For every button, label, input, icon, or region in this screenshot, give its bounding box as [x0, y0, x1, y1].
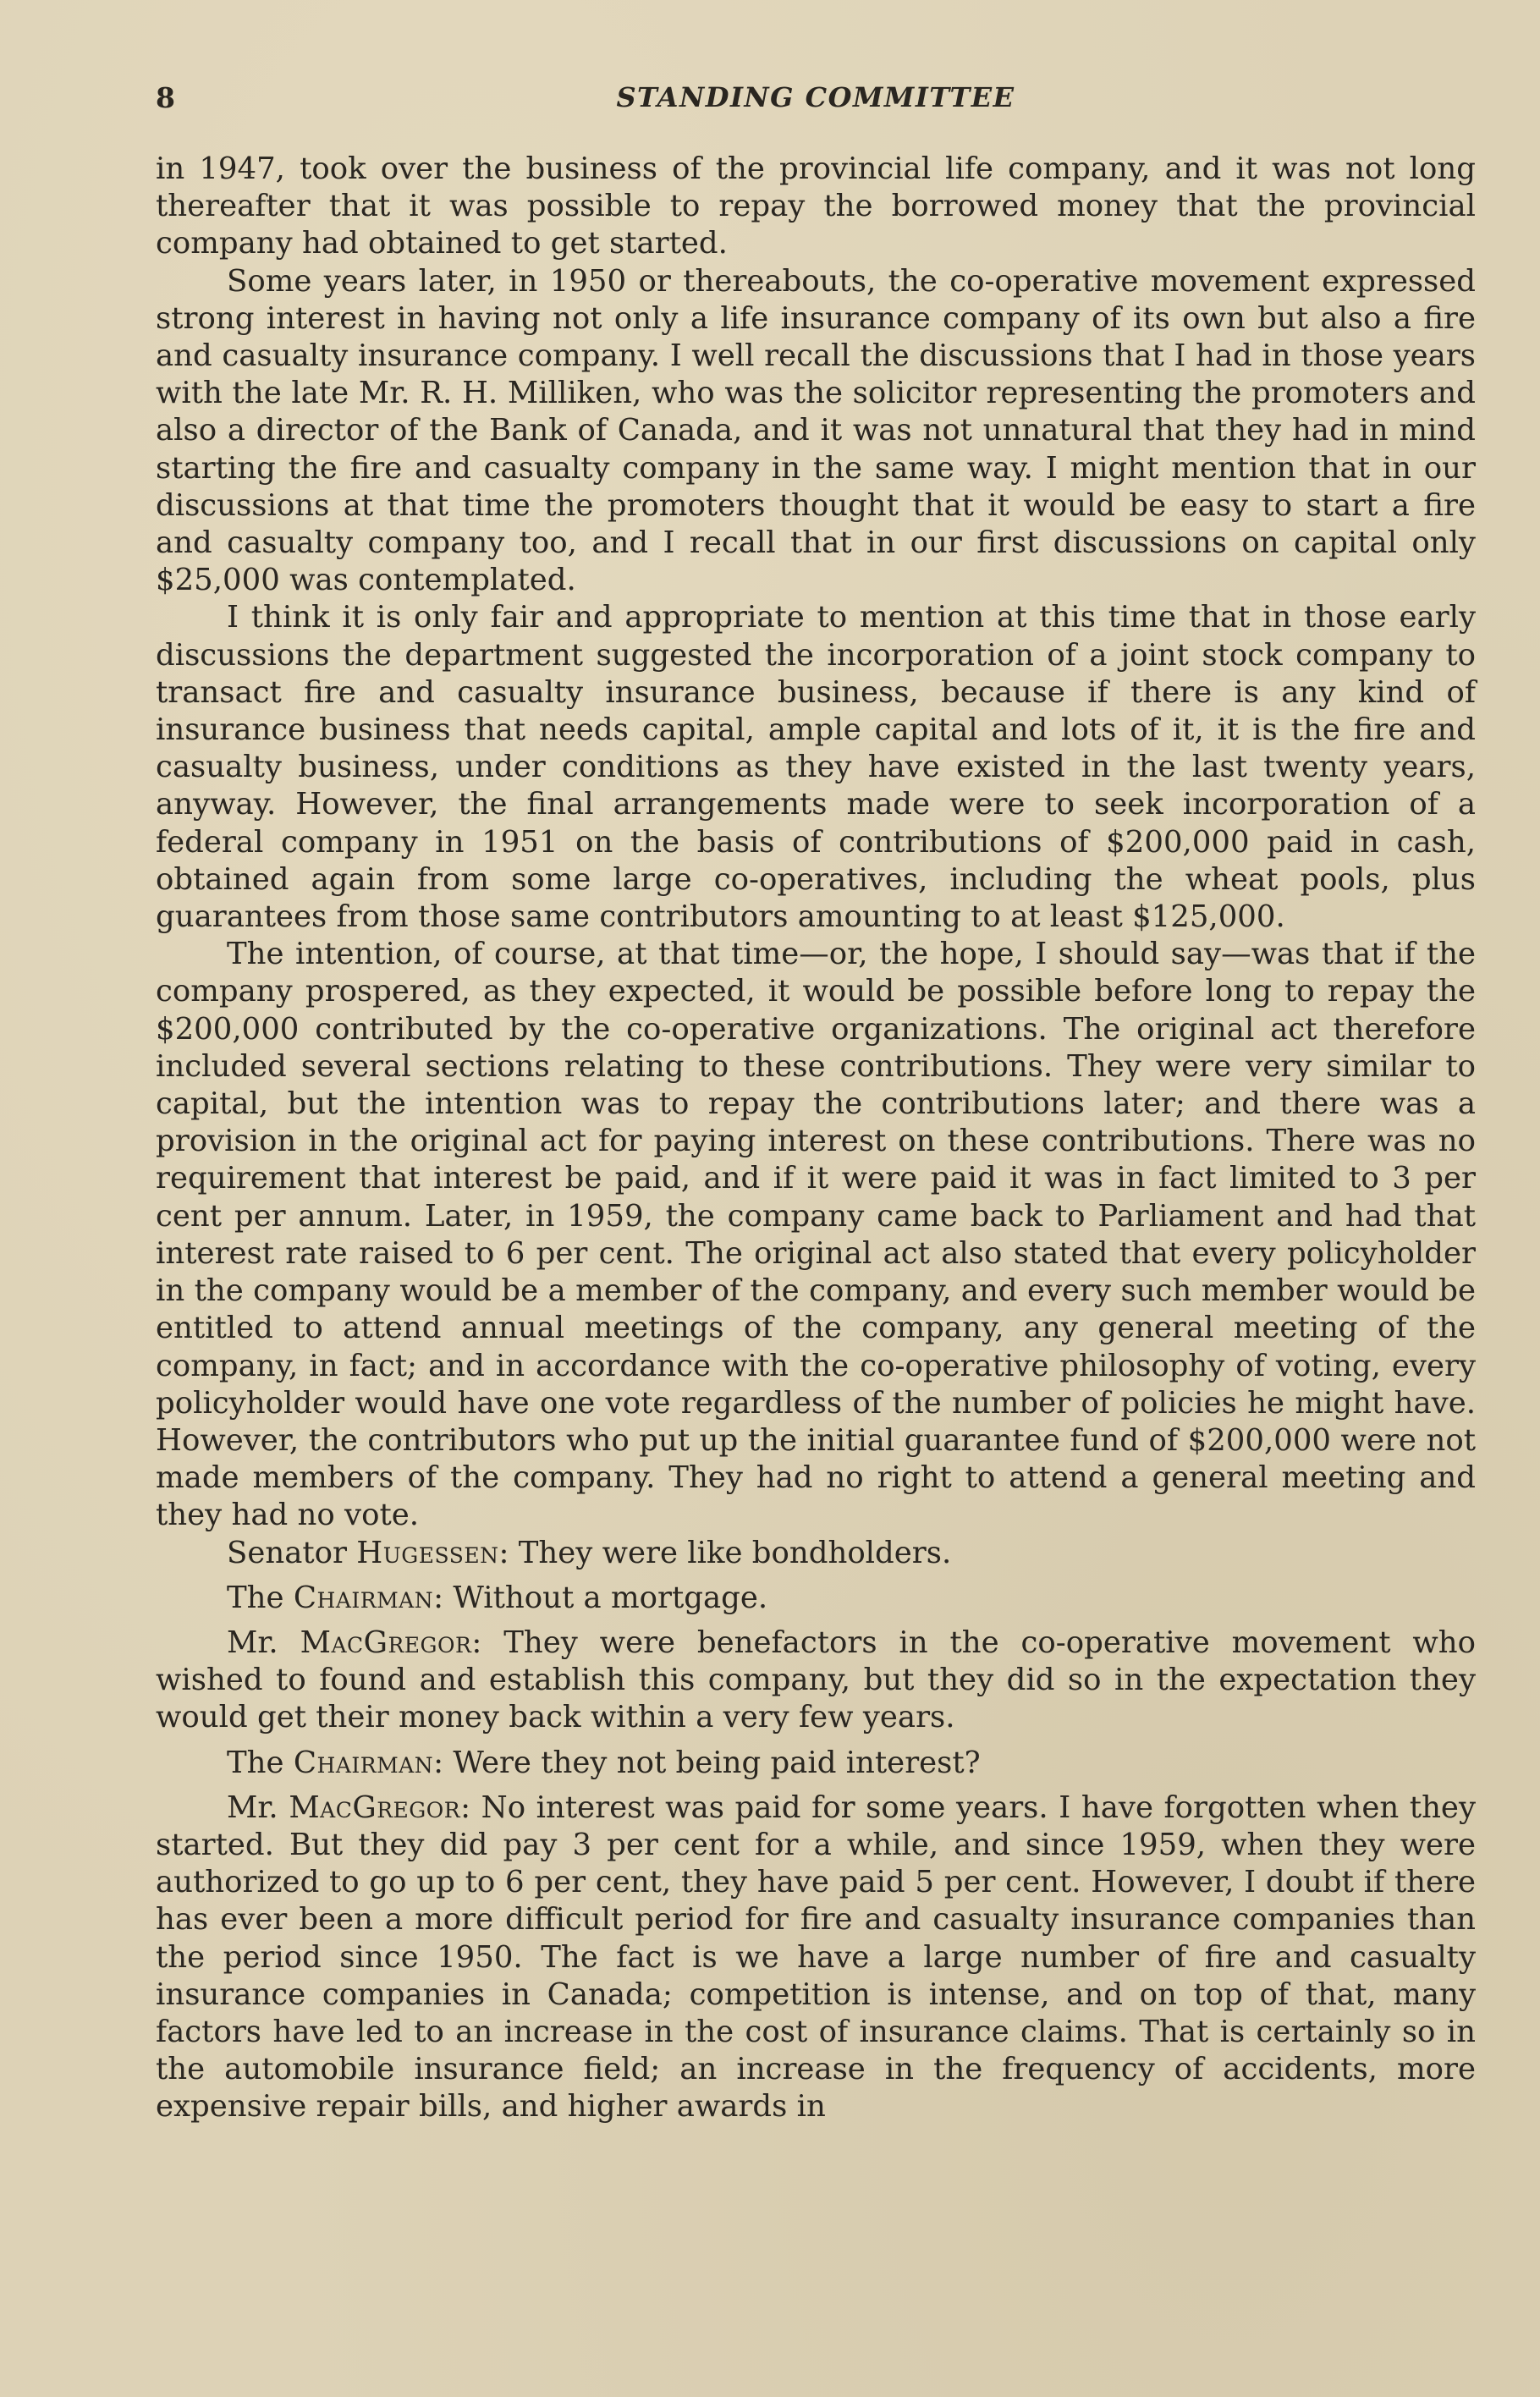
paragraph: Some years later, in 1950 or thereabouts, the co-operative movement expressed strong interest in having not only a life insurance company of its own but also a fire and casualty insurance company. I well recall the discussions that I had in those years with the late Mr. R. H. Milliken, who was the solicitor representing the promoters and also a director of the Bank of Canada, and it was not unnatural that they had in mind starting the fire and casualty company in the same way. I might mention that in our discussions at that time the promoters thought that it would be easy to start a fire and casualty company too, and I recall that in our first discussions on capital only $25,000 was contemplated. [156, 263, 1476, 598]
speaker-title: Mr. [227, 1625, 278, 1660]
speech-text: They were like bondholders. [518, 1535, 952, 1570]
page-header [156, 81, 1476, 124]
speech-macgregor: Mr. MacGregor: They were benefactors in the co-operative movement who wished to found and establish this company, but they did so in the expectation they would get their money back within a very few years. [156, 1625, 1476, 1735]
speaker-name: MacGregor [289, 1790, 461, 1825]
speech-text: No interest was paid for some years. I have forgotten when they started. But they did pay 3 per cent for a while, and since 1959, when they were authorized to go up to 6 per cent, they have paid 5 per cent. However, I doubt if there has ever been a more difficult period for fire and casualty insurance companies than the period since 1950. The fact is we have a large number of fire and casualty insurance companies in Canada; competition is intense, and on top of that, many factors have led to an increase in the cost of insurance claims. That is certainly so in the automobile insurance field; an increase in the frequency of accidents, more expensive repair bills, and higher awards in [156, 1790, 1476, 2125]
speech-hugessen: Senator Hugessen: They were like bondholders. [227, 1535, 952, 1570]
speaker-name: Chairman [293, 1580, 434, 1615]
speech-text: Were they not being paid interest? [453, 1745, 981, 1780]
speaker-title: Senator [227, 1535, 347, 1570]
speech-chairman: The Chairman: Without a mortgage. [227, 1580, 768, 1615]
speaker-name: Chairman [293, 1745, 434, 1780]
paragraph: I think it is only fair and appropriate to mention at this time that in those early discussions the department suggested the incorporation of a joint stock company to transact fire and casualty insurance business, because if there is any kind of insurance business that needs capital, ample capital and lots of it, it is the fire and casualty business, under conditions as they have existed in the last twenty years, anyway. However, the final arrangements made were to seek incorporation of a federal company in 1951 on the basis of contributions of $200,000 paid in cash, obtained again from some large co-operatives, including the wheat pools, plus guarantees from those same contributors amounting to at least $125,000. [156, 600, 1476, 935]
speaker-name: Hugessen [356, 1535, 499, 1570]
speech-chairman: The Chairman: Were they not being paid interest? [227, 1745, 981, 1780]
speaker-title: The [227, 1580, 284, 1615]
body-text [156, 151, 1476, 2126]
running-head: STANDING COMMITTEE [616, 81, 1015, 113]
page-number: 8 [156, 81, 175, 114]
paragraph: The intention, of course, at that time—or, the hope, I should say—was that if the company prospered, as they expected, it would be possible before long to repay the $200,000 contributed by the co-operative organizations. The original act therefore included several sections relating to these contributions. They were very similar to capital, but the intention was to repay the contributions later; and there was a provision in the original act for paying interest on these contributions. There was no requirement that interest be paid, and if it were paid it was in fact limited to 3 per cent per annum. Later, in 1959, the company came back to Parliament and had that interest rate raised to 6 per cent. The original act also stated that every policyholder in the company would be a member of the company, and every such member would be entitled to attend annual meetings of the company, any general meeting of the company, in fact; and in accordance with the co-operative philosophy of voting, every policyholder would have one vote regardless of the number of policies he might have. However, the contributors who put up the initial guarantee fund of $200,000 were not made members of the company. They had no right to attend a general meeting and they had no vote. [156, 937, 1476, 1533]
speaker-title: The [227, 1745, 284, 1780]
paragraph: in 1947, took over the business of the provincial life company, and it was not long thereafter that it was possible to repay the borrowed money that the provincial company had obtained to get started. [156, 151, 1476, 261]
speech-macgregor: Mr. MacGregor: No interest was paid for some years. I have forgotten when they started. But they did pay 3 per cent for a while, and since 1959, when they were authorized to go up to 6 per cent, they have paid 5 per cent. However, I doubt if there has ever been a more difficult period for fire and casualty insurance companies than the period since 1950. The fact is we have a large number of fire and casualty insurance companies in Canada; competition is intense, and on top of that, many factors have led to an increase in the cost of insurance claims. That is certainly so in the automobile insurance field; an increase in the frequency of accidents, more expensive repair bills, and higher awards in [156, 1790, 1476, 2125]
speech-text: Without a mortgage. [453, 1580, 768, 1615]
speaker-name: MacGregor [300, 1625, 472, 1660]
speech-text: They were benefactors in the co-operative movement who wished to found and establish this company, but they did so in the expectation they would get their money back within a very few years. [156, 1625, 1476, 1735]
speaker-title: Mr. [227, 1790, 278, 1825]
